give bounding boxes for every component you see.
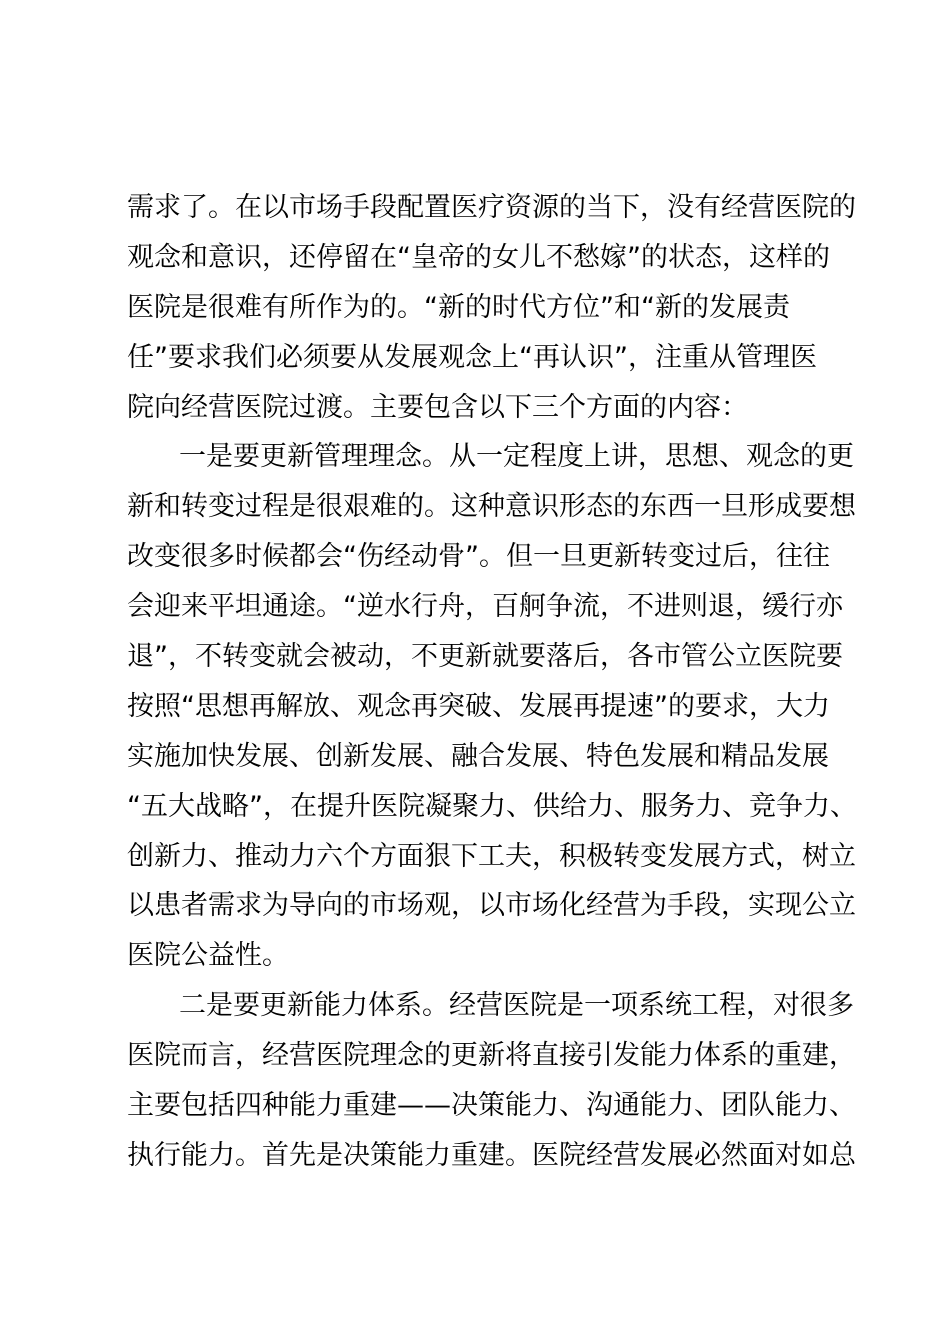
text-line: 医院而言，经营医院理念的更新将直接引发能力体系的重建， xyxy=(127,1040,856,1072)
text-line: 改变很多时候都会“伤经动骨”。但一旦更新转变过后，往往 xyxy=(127,541,830,573)
paragraph-capability-system xyxy=(127,981,856,1181)
text-line: 退”，不转变就会被动，不更新就要落后，各市管公立医院要 xyxy=(127,641,843,673)
text-line: 医院是很难有所作为的。“新的时代方位”和“新的发展责 xyxy=(127,291,790,323)
text-line: 医院公益性。 xyxy=(127,940,289,972)
text-line: 一是要更新管理理念。从一定程度上讲，思想、观念的更 xyxy=(179,441,854,473)
body-text xyxy=(127,183,857,1181)
text-line: 新和转变过程是很艰难的。这种意识形态的东西一旦形成要想 xyxy=(127,491,856,523)
text-line: 院向经营医院过渡。主要包含以下三个方面的内容： xyxy=(127,391,748,423)
text-line: 会迎来平坦通途。“逆水行舟，百舸争流，不进则退，缓行亦 xyxy=(127,591,843,623)
text-line: 观念和意识，还停留在“皇帝的女儿不愁嫁”的状态，这样的 xyxy=(127,241,830,273)
text-line: 创新力、推动力六个方面狠下工夫，积极转变发展方式，树立 xyxy=(127,840,856,872)
paragraph-management-concept xyxy=(127,432,857,981)
text-line: 执行能力。首先是决策能力重建。医院经营发展必然面对如总 xyxy=(127,1139,856,1171)
text-line: 二是要更新能力体系。经营医院是一项系统工程，对很多 xyxy=(179,990,854,1022)
paragraph-intro xyxy=(127,183,856,432)
text-line: 以患者需求为导向的市场观，以市场化经营为手段，实现公立 xyxy=(127,890,856,922)
text-line: “五大战略”，在提升医院凝聚力、供给力、服务力、竞争力、 xyxy=(127,790,857,822)
text-line: 需求了。在以市场手段配置医疗资源的当下，没有经营医院的 xyxy=(127,192,856,223)
text-line: 任”要求我们必须要从发展观念上“再认识”，注重从管理医 xyxy=(127,341,817,373)
text-line: 实施加快发展、创新发展、融合发展、特色发展和精品发展 xyxy=(127,740,829,772)
text-line: 按照“思想再解放、观念再突破、发展再提速”的要求，大力 xyxy=(127,690,830,722)
text-line: 主要包括四种能力重建——决策能力、沟通能力、团队能力、 xyxy=(127,1090,856,1122)
